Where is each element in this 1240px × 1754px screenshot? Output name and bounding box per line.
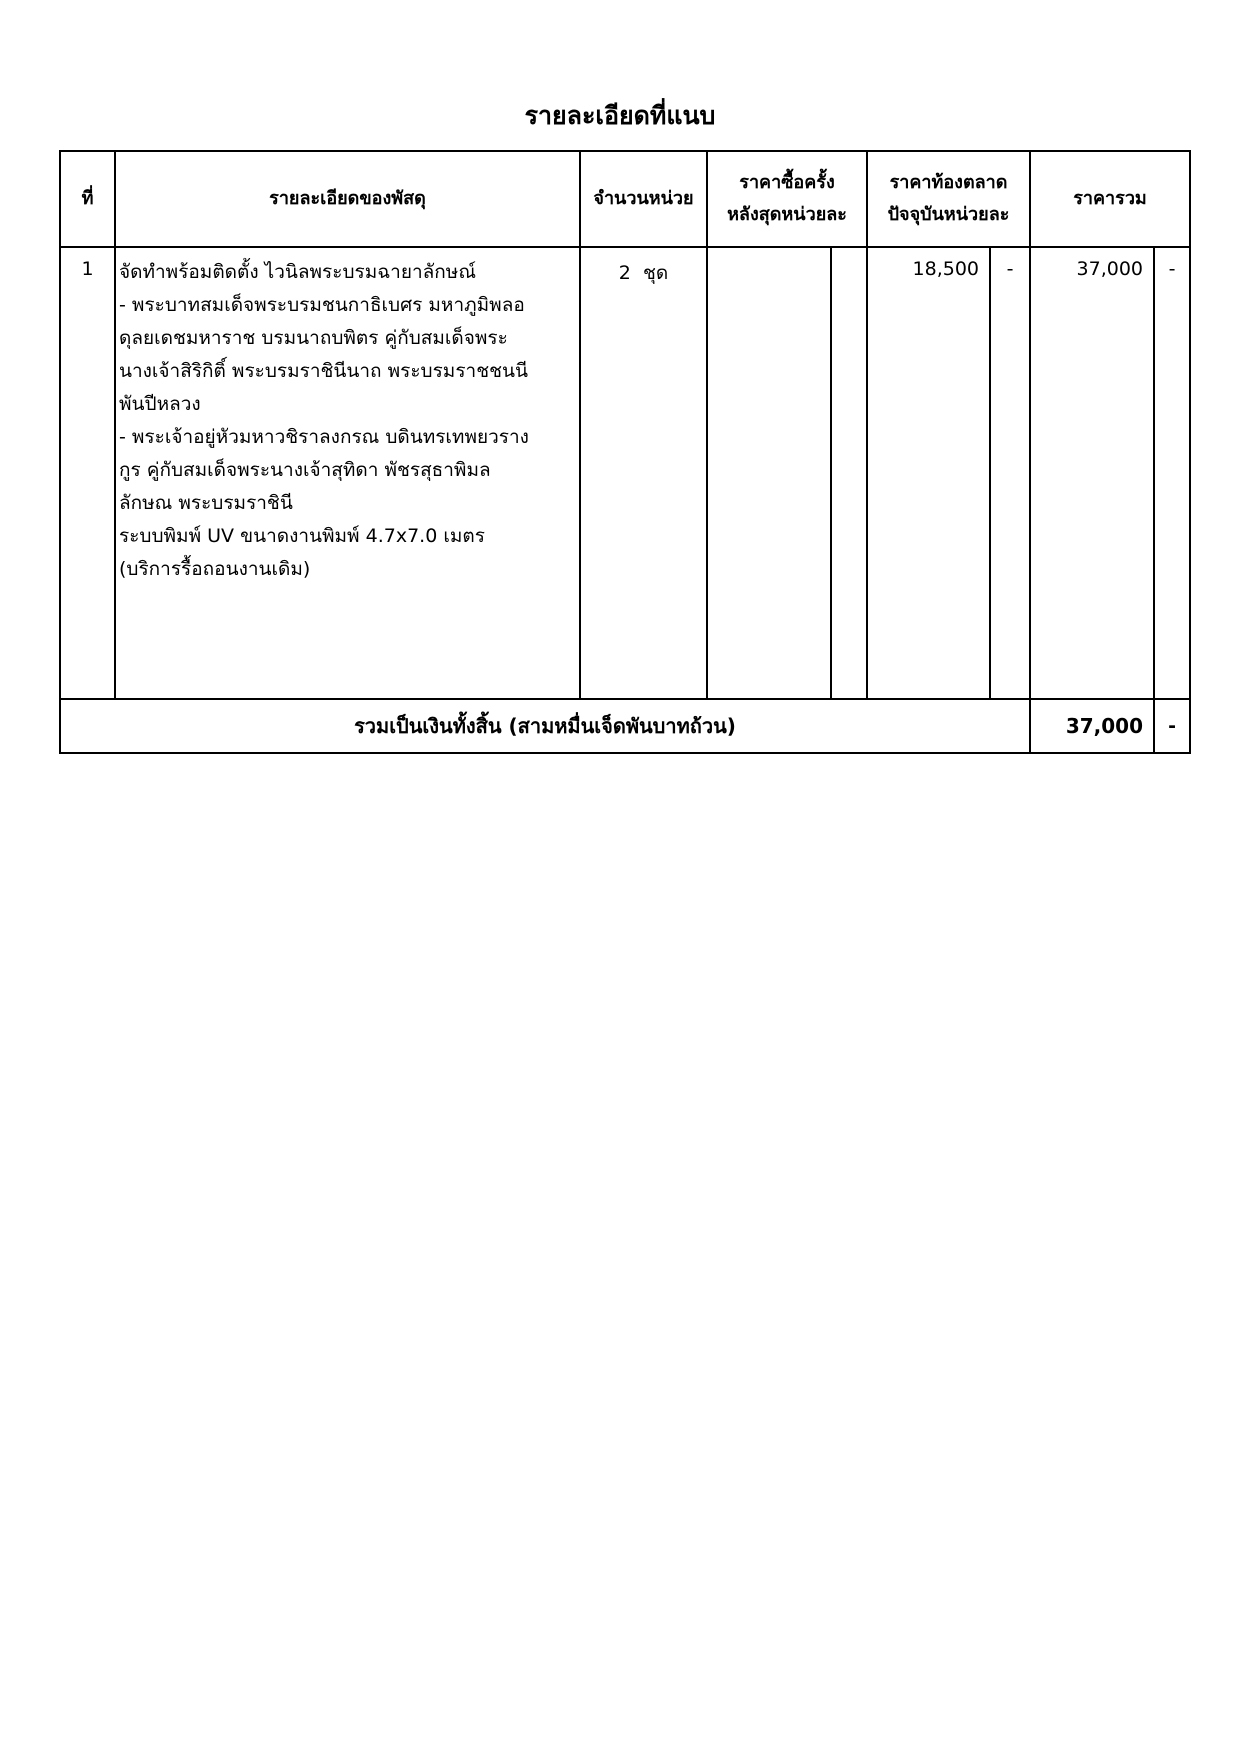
cell-market-price: 18,500 xyxy=(867,247,990,699)
header-description: รายละเอียดของพัสดุ xyxy=(115,151,580,247)
cell-market-price-decimal: - xyxy=(990,247,1030,699)
header-total: ราคารวม xyxy=(1030,151,1190,247)
cell-description xyxy=(115,247,580,699)
header-last-price-line1: ราคาซื้อครั้ง xyxy=(739,172,835,193)
description-line: - พระเจ้าอยู่หัวมหาวชิราลงกรณ บดินทรเทพยวราง xyxy=(119,426,529,448)
page-title: รายละเอียดที่แนบ xyxy=(524,101,716,130)
grand-total-label: รวมเป็นเงินทั้งสิ้น (สามหมื่นเจ็ดพันบาทถ้วน) xyxy=(60,699,1030,753)
header-market-price-line1: ราคาท้องตลาด xyxy=(889,172,1008,193)
description-line: นางเจ้าสิริกิติ์ พระบรมราชินีนาถ พระบรมราชชนนี xyxy=(119,360,528,382)
total-row xyxy=(60,699,1190,753)
grand-total-value: 37,000 xyxy=(1030,699,1154,753)
cell-no: 1 xyxy=(60,247,115,699)
cell-total: 37,000 xyxy=(1030,247,1154,699)
description-line: ดุลยเดชมหาราช บรมนาถบพิตร คู่กับสมเด็จพระ xyxy=(119,327,508,349)
grand-total-decimal: - xyxy=(1154,699,1190,753)
description-line: ลักษณ พระบรมราชินี xyxy=(119,492,293,514)
item-table xyxy=(59,150,1191,754)
header-no: ที่ xyxy=(60,151,115,247)
cell-last-price xyxy=(707,247,831,699)
table-row xyxy=(60,247,1190,699)
description-line: ระบบพิมพ์ UV ขนาดงานพิมพ์ 4.7x7.0 เมตร xyxy=(119,525,485,547)
header-last-price xyxy=(707,151,867,247)
cell-last-price-decimal xyxy=(831,247,867,699)
header-market-price xyxy=(867,151,1030,247)
description-line: จัดทำพร้อมติดตั้ง ไวนิลพระบรมฉายาลักษณ์ xyxy=(119,261,476,283)
header-last-price-line2: หลังสุดหน่วยละ xyxy=(727,204,847,225)
cell-total-decimal: - xyxy=(1154,247,1190,699)
table-header-row xyxy=(60,151,1190,247)
description-line: กูร คู่กับสมเด็จพระนางเจ้าสุทิดา พัชรสุธาพิมล xyxy=(119,459,491,481)
header-quantity: จำนวนหน่วย xyxy=(580,151,707,247)
cell-quantity: 2 ชุด xyxy=(580,247,707,699)
description-line: - พระบาทสมเด็จพระบรมชนกาธิเบศร มหาภูมิพลอ xyxy=(119,294,525,316)
header-market-price-line2: ปัจจุบันหน่วยละ xyxy=(887,204,1010,225)
description-line: (บริการรื้อถอนงานเดิม) xyxy=(119,558,311,580)
description-line: พันปีหลวง xyxy=(119,393,201,415)
